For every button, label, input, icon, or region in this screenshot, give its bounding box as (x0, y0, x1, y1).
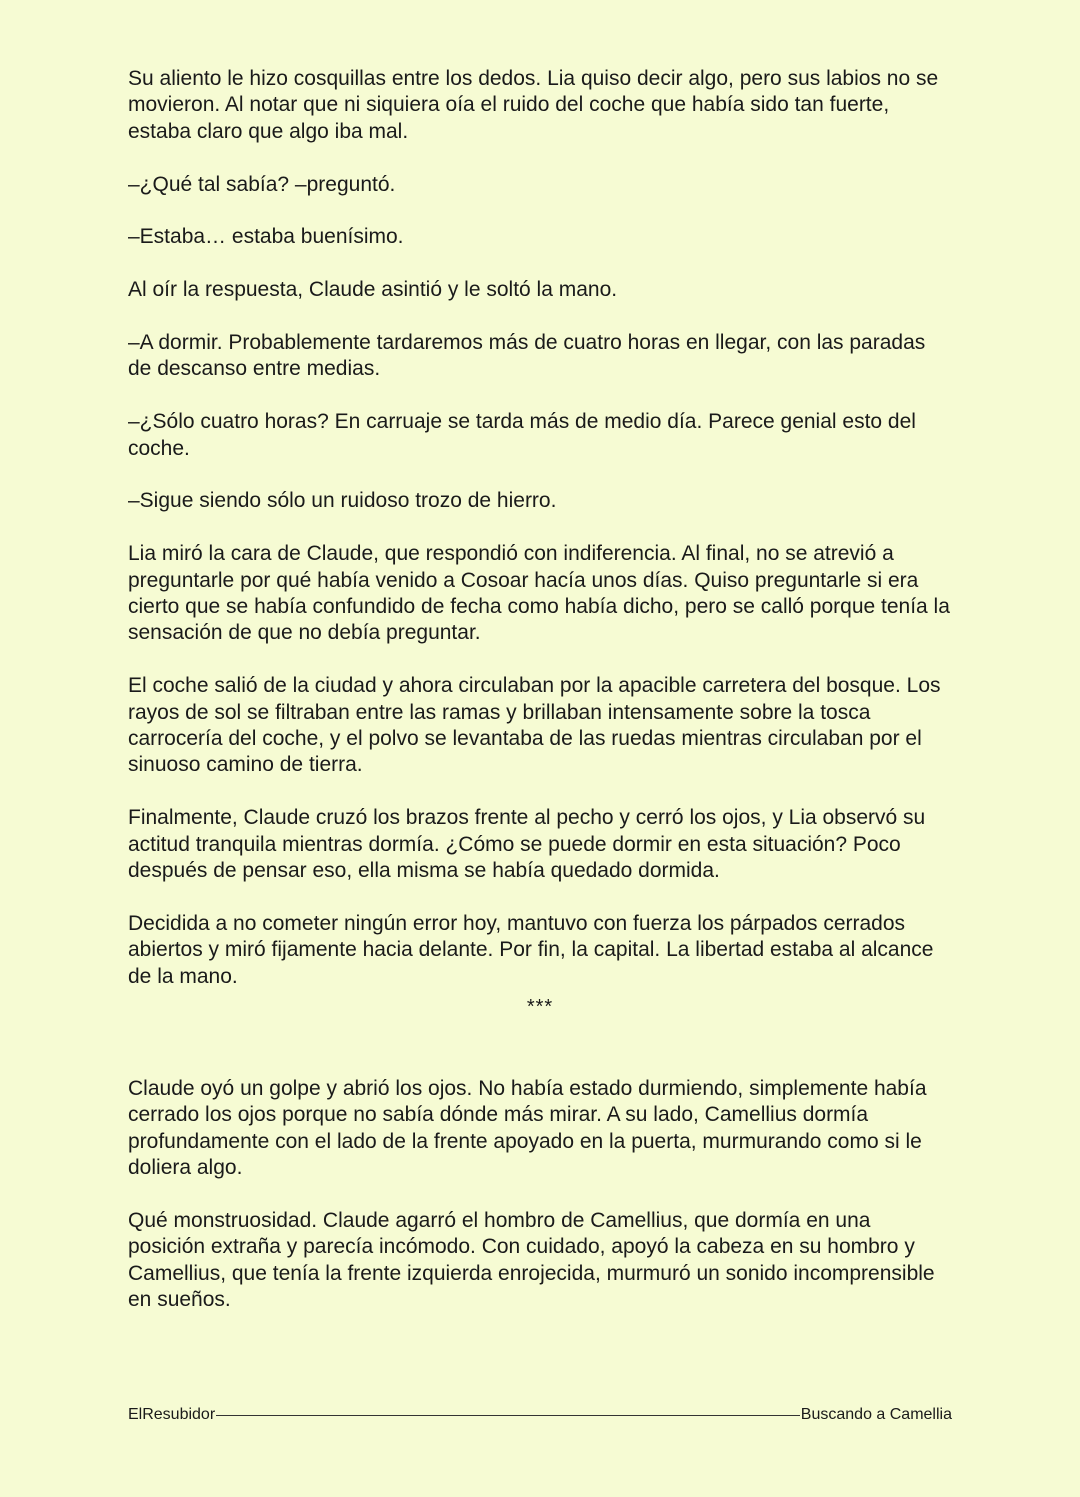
paragraph: Su aliento le hizo cosquillas entre los dedos. Lia quiso decir algo, pero sus labios no se movieron. Al notar que ni siquiera oía el ruido del coche que había sido tan fuerte, estaba claro que algo iba mal. (128, 67, 939, 143)
scene-separator: *** (526, 996, 554, 1019)
dialogue-line: –A dormir. Probablemente tardaremos más de cuatro horas en llegar, con las paradas de descanso entre medias. (128, 331, 926, 381)
paragraph: Decidida a no cometer ningún error hoy, mantuvo con fuerza los párpados cerrados abiertos y miró fijamente hacia delante. Por fin, la capital. La libertad estaba al alcance de la mano. (128, 911, 934, 988)
dialogue-line: –Sigue siendo sólo un ruidoso trozo de hierro. (128, 489, 557, 513)
paragraph: El coche salió de la ciudad y ahora circulaban por la apacible carretera del bosque. Los rayos de sol se filtraban entre las ramas y brillaban intensamente sobre la tosca carrocería del coche, y el polvo se levantaba de las ruedas mientras circulaban por el sinuoso camino de tierra. (128, 674, 941, 777)
dialogue-line: –Estaba… estaba buenísimo. (128, 225, 404, 249)
paragraph: Finalmente, Claude cruzó los brazos frente al pecho y cerró los ojos, y Lia observó su actitud tranquila mientras dormía. ¿Cómo se puede dormir en esta situación? Poco después de pensar eso, ella misma se había quedado dormida. (128, 806, 926, 883)
footer-rule (216, 1415, 800, 1416)
paragraph: Claude oyó un golpe y abrió los ojos. No había estado durmiendo, simplemente había cerrado los ojos porque no sabía dónde más mirar. A su lado, Camellius dormía profundamente con el lado de la frente apoyado en la puerta, murmurando como si le doliera algo. (128, 1077, 927, 1180)
paragraph: Qué monstruosidad. Claude agarró el hombro de Camellius, que dormía en una posición extraña y parecía incómodo. Con cuidado, apoyó la cabeza en su hombro y Camellius, que tenía la frente izquierda enrojecida, murmuró un sonido incomprensible en sueños. (128, 1209, 935, 1312)
footer-right-text: Buscando a Camellia (800, 1406, 952, 1423)
paragraph: Al oír la respuesta, Claude asintió y le soltó la mano. (128, 278, 618, 302)
paragraph: Lia miró la cara de Claude, que respondió con indiferencia. Al final, no se atrevió a preguntarle por qué había venido a Cosoar hacía unos días. Quiso preguntarle si era cierto que se había confundido de fecha como había dicho, pero se calló porque tenía la sensación de que no debía preguntar. (128, 542, 950, 645)
footer-left-text: ElResubidor (128, 1406, 216, 1423)
dialogue-line: –¿Qué tal sabía? –preguntó. (128, 172, 396, 196)
page-footer (128, 1404, 952, 1426)
dialogue-line: –¿Sólo cuatro horas? En carruaje se tarda más de medio día. Parece genial esto del coche. (128, 410, 916, 460)
document-body (128, 66, 952, 1340)
